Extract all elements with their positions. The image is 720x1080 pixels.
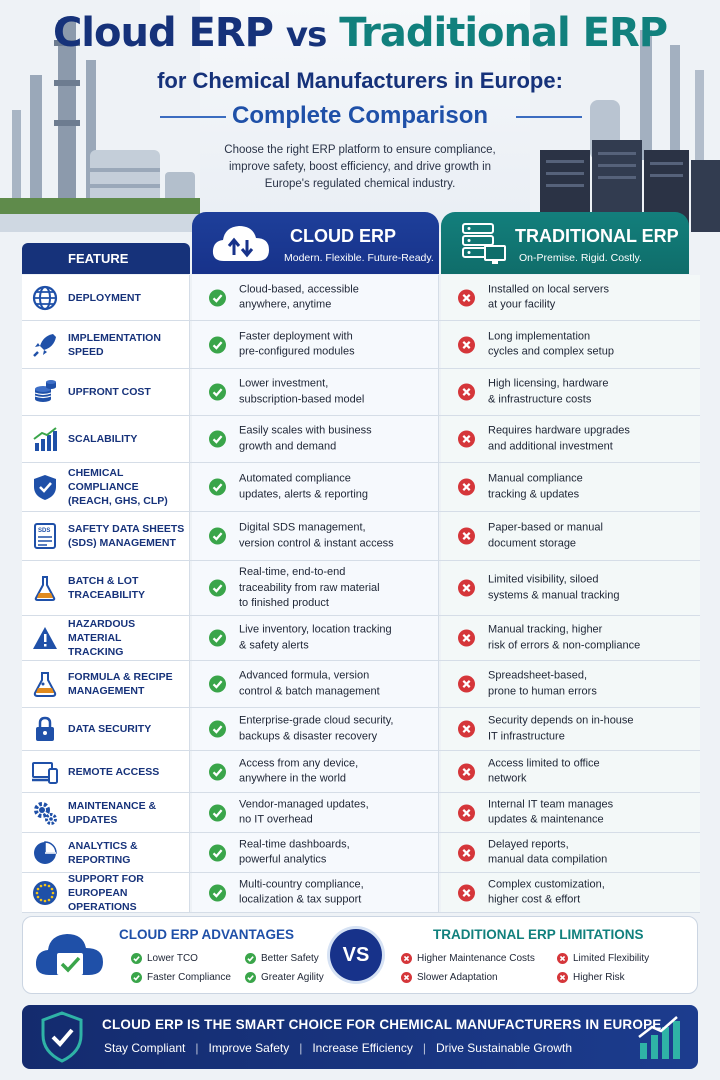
cross-icon — [557, 972, 568, 983]
intro-text: Choose the right ERP platform to ensure compliance, improve safety, boost efficiency, and drive growth in Europe's regulated chemical industry. — [224, 144, 496, 190]
check-icon — [209, 676, 226, 693]
traditional-erp-description: Limited visibility, siloed systems & manual tracking — [488, 573, 620, 601]
cloud-erp-column-header — [192, 212, 439, 274]
check-icon — [209, 580, 226, 597]
shield-check-icon — [32, 474, 58, 500]
traditional-erp-description: Access limited to office network — [488, 757, 600, 785]
traditional-erp-cell — [441, 275, 700, 320]
traditional-erp-cell — [441, 751, 700, 792]
cross-icon — [458, 289, 475, 306]
limitation-item: Slower Adaptation — [401, 972, 498, 983]
footer-banner — [22, 1005, 698, 1069]
table-row — [22, 416, 700, 463]
footer-tag: Drive Sustainable Growth — [435, 1041, 573, 1055]
svg-text:SDS: SDS — [38, 528, 51, 534]
feature-label: UPFRONT COST — [68, 386, 151, 398]
eu-flag-icon — [32, 880, 58, 906]
feature-cell — [22, 512, 190, 560]
feature-label: IMPLEMENTATION SPEED — [68, 331, 161, 358]
table-row — [22, 661, 700, 708]
traditional-erp-description: Delayed reports, manual data compilation — [488, 838, 608, 866]
cross-icon — [401, 972, 412, 983]
cloud-erp-description: Real-time, end-to-end traceability from raw material to finished product — [239, 565, 380, 609]
server-desktop-icon — [461, 222, 507, 266]
growth-chart-icon — [32, 426, 58, 452]
traditional-erp-description: Requires hardware upgrades and additional investment — [488, 424, 630, 452]
feature-column-header: FEATURE — [22, 243, 190, 274]
traditional-erp-cell — [441, 708, 700, 750]
traditional-erp-description: High licensing, hardware & infrastructure costs — [488, 377, 609, 405]
advantage-item: Better Safety — [245, 953, 319, 964]
traditional-erp-cell — [441, 416, 700, 462]
header-banner — [0, 0, 720, 232]
traditional-erp-cell — [441, 369, 700, 415]
traditional-erp-title: TRADITIONAL ERP — [515, 226, 679, 246]
flask-icon — [32, 575, 58, 601]
feature-cell — [22, 416, 190, 462]
traditional-erp-description: Spreadsheet-based, prone to human errors — [488, 669, 597, 697]
footer-headline: CLOUD ERP IS THE SMART CHOICE FOR CHEMICAL MANUFACTURERS IN EUROPE — [102, 1017, 662, 1032]
cross-icon — [458, 431, 475, 448]
cloud-erp-cell — [192, 833, 439, 872]
traditional-erp-description: Installed on local servers at your facility — [488, 283, 610, 311]
cross-icon — [458, 884, 475, 901]
traditional-erp-description: Manual tracking, higher risk of errors & non-compliance — [488, 623, 641, 651]
cloud-erp-description: Multi-country compliance, localization & tax support — [239, 878, 364, 906]
check-icon — [209, 844, 226, 861]
page-subtitle: for Chemical Manufacturers in Europe: — [157, 68, 563, 93]
cloud-erp-cell — [192, 561, 439, 615]
cloud-erp-description: Access from any device, anywhere in the world — [239, 757, 359, 785]
cloud-erp-description: Enterprise-grade cloud security, backups & disaster recovery — [239, 714, 394, 742]
cloud-erp-description: Faster deployment with pre-configured modules — [239, 330, 355, 358]
feature-cell — [22, 616, 190, 660]
page-title — [0, 10, 720, 56]
cloud-erp-cell — [192, 321, 439, 368]
footer-tagline — [104, 1041, 572, 1055]
feature-label: MAINTENANCE & UPDATES — [68, 799, 157, 826]
lock-icon — [32, 716, 58, 742]
check-icon — [209, 336, 226, 353]
traditional-erp-cell — [441, 512, 700, 560]
cross-icon — [458, 763, 475, 780]
check-icon — [131, 953, 142, 964]
traditional-erp-description: Long implementation cycles and complex setup — [488, 330, 614, 358]
check-icon — [209, 763, 226, 780]
cloud-erp-cell — [192, 275, 439, 320]
feature-label: DEPLOYMENT — [68, 291, 141, 304]
feature-cell — [22, 873, 190, 912]
table-row — [22, 321, 700, 369]
table-row — [22, 275, 700, 321]
warning-icon — [32, 625, 58, 651]
footer-tag: Improve Safety — [208, 1041, 290, 1055]
check-icon — [209, 804, 226, 821]
cross-icon — [557, 953, 568, 964]
cross-icon — [458, 804, 475, 821]
cloud-erp-cell — [192, 708, 439, 750]
cloud-erp-cell — [192, 369, 439, 415]
cross-icon — [458, 479, 475, 496]
cloud-erp-title: CLOUD ERP — [290, 226, 397, 246]
feature-label: SCALABILITY — [68, 433, 138, 445]
globe-icon — [32, 285, 58, 311]
coins-icon — [32, 379, 58, 405]
feature-label: ANALYTICS & REPORTING — [68, 839, 138, 866]
check-icon — [131, 972, 142, 983]
check-icon — [209, 884, 226, 901]
traditional-erp-column-header — [441, 212, 689, 274]
feature-label: HAZARDOUS MATERIAL TRACKING — [68, 618, 136, 658]
footer-separator: | — [195, 1041, 199, 1055]
check-icon — [245, 953, 256, 964]
cross-icon — [401, 953, 412, 964]
sds-document-icon — [32, 523, 58, 549]
cross-icon — [458, 580, 475, 597]
traditional-erp-cell — [441, 616, 700, 660]
limitation-item: Higher Risk — [557, 972, 625, 983]
advantage-item: Lower TCO — [131, 953, 198, 964]
limitation-item: Higher Maintenance Costs — [401, 953, 535, 964]
traditional-erp-description: Security depends on in-house IT infrastructure — [488, 714, 634, 742]
feature-cell — [22, 833, 190, 872]
feature-label: SUPPORT FOR EUROPEAN OPERATIONS — [68, 872, 144, 913]
traditional-erp-description: Manual compliance tracking & updates — [488, 472, 583, 500]
table-row — [22, 793, 700, 833]
cloud-check-icon — [33, 929, 107, 983]
traditional-erp-cell — [441, 561, 700, 615]
limitation-item: Limited Flexibility — [557, 953, 649, 964]
footer-separator: | — [422, 1041, 426, 1055]
beaker-icon — [32, 671, 58, 697]
table-row — [22, 512, 700, 561]
table-row — [22, 833, 700, 873]
cloud-erp-cell — [192, 793, 439, 832]
cross-icon — [458, 721, 475, 738]
traditional-erp-cell — [441, 833, 700, 872]
gears-icon — [32, 800, 58, 826]
cloud-upload-icon — [210, 221, 272, 267]
cross-icon — [458, 676, 475, 693]
check-icon — [209, 630, 226, 647]
table-row — [22, 463, 700, 512]
title-vs: vs — [285, 15, 327, 55]
subtitle-rule-right — [516, 116, 582, 118]
feature-label: FORMULA & RECIPE MANAGEMENT — [68, 671, 173, 697]
check-icon — [209, 479, 226, 496]
cloud-erp-description: Real-time dashboards, powerful analytics — [239, 838, 350, 866]
cloud-erp-description: Easily scales with business growth and demand — [239, 424, 372, 452]
feature-label: REMOTE ACCESS — [68, 765, 160, 778]
check-icon — [209, 528, 226, 545]
table-row — [22, 873, 700, 913]
shield-check-icon — [40, 1011, 84, 1063]
cross-icon — [458, 384, 475, 401]
feature-label: CHEMICAL COMPLIANCE (REACH, GHS, CLP) — [68, 467, 168, 507]
cloud-erp-description: Advanced formula, version control & batch management — [239, 669, 380, 697]
check-icon — [245, 972, 256, 983]
traditional-erp-description: Complex customization, higher cost & effort — [488, 878, 605, 906]
advantage-item: Faster Compliance — [131, 972, 231, 983]
page-subtitle-2: Complete Comparison — [231, 102, 489, 129]
cloud-erp-description: Automated compliance updates, alerts & reporting — [239, 472, 369, 500]
devices-icon — [32, 759, 58, 785]
table-row — [22, 369, 700, 416]
cross-icon — [458, 528, 475, 545]
cloud-erp-tagline: Modern. Flexible. Future-Ready. — [284, 252, 434, 264]
cross-icon — [458, 336, 475, 353]
rocket-icon — [32, 332, 58, 358]
traditional-erp-description: Internal IT team manages updates & maintenance — [488, 798, 614, 826]
cloud-erp-cell — [192, 873, 439, 912]
footer-separator: | — [299, 1041, 303, 1055]
feature-label: SAFETY DATA SHEETS (SDS) MANAGEMENT — [68, 523, 185, 549]
traditional-erp-cell — [441, 873, 700, 912]
cloud-erp-cell — [192, 512, 439, 560]
traditional-erp-cell — [441, 321, 700, 368]
feature-cell — [22, 321, 190, 368]
cloud-erp-cell — [192, 463, 439, 511]
pie-chart-icon — [32, 840, 58, 866]
traditional-limitations-title: TRADITIONAL ERP LIMITATIONS — [433, 927, 644, 942]
feature-cell — [22, 708, 190, 750]
cloud-erp-cell — [192, 661, 439, 707]
traditional-erp-cell — [441, 661, 700, 707]
feature-cell — [22, 275, 190, 320]
traditional-erp-cell — [441, 463, 700, 511]
advantage-item: Greater Agility — [245, 972, 324, 983]
cloud-erp-description: Lower investment, subscription-based model — [239, 377, 365, 405]
feature-cell — [22, 661, 190, 707]
footer-tag: Stay Compliant — [104, 1041, 186, 1055]
vs-badge: VS — [330, 929, 382, 981]
feature-cell — [22, 561, 190, 615]
traditional-erp-tagline: On-Premise. Rigid. Costly. — [519, 252, 642, 264]
cloud-advantages-title: CLOUD ERP ADVANTAGES — [119, 927, 295, 942]
check-icon — [209, 384, 226, 401]
check-icon — [209, 289, 226, 306]
feature-label: DATA SECURITY — [68, 723, 152, 735]
table-row — [22, 751, 700, 793]
table-row — [22, 561, 700, 616]
title-cloud-erp: Cloud ERP — [52, 10, 273, 56]
cloud-erp-cell — [192, 616, 439, 660]
cloud-erp-description: Digital SDS management, version control & instant access — [239, 521, 394, 549]
traditional-erp-description: Paper-based or manual document storage — [488, 521, 603, 549]
table-row — [22, 708, 700, 751]
feature-cell — [22, 463, 190, 511]
feature-cell — [22, 751, 190, 792]
traditional-erp-cell — [441, 793, 700, 832]
growth-chart-icon — [636, 1013, 682, 1061]
feature-cell — [22, 369, 190, 415]
check-icon — [209, 431, 226, 448]
cross-icon — [458, 630, 475, 647]
cloud-erp-cell — [192, 416, 439, 462]
feature-cell — [22, 793, 190, 832]
cross-icon — [458, 844, 475, 861]
cloud-erp-description: Vendor-managed updates, no IT overhead — [239, 798, 369, 826]
cloud-erp-description: Cloud-based, accessible anywhere, anytime — [239, 283, 359, 311]
cloud-erp-cell — [192, 751, 439, 792]
summary-panel — [22, 916, 698, 994]
table-row — [22, 616, 700, 661]
cloud-erp-description: Live inventory, location tracking & safety alerts — [239, 623, 392, 651]
feature-label: BATCH & LOT TRACEABILITY — [68, 575, 145, 601]
footer-tag: Increase Efficiency — [312, 1041, 413, 1055]
title-traditional-erp: Traditional ERP — [339, 10, 668, 56]
check-icon — [209, 721, 226, 738]
